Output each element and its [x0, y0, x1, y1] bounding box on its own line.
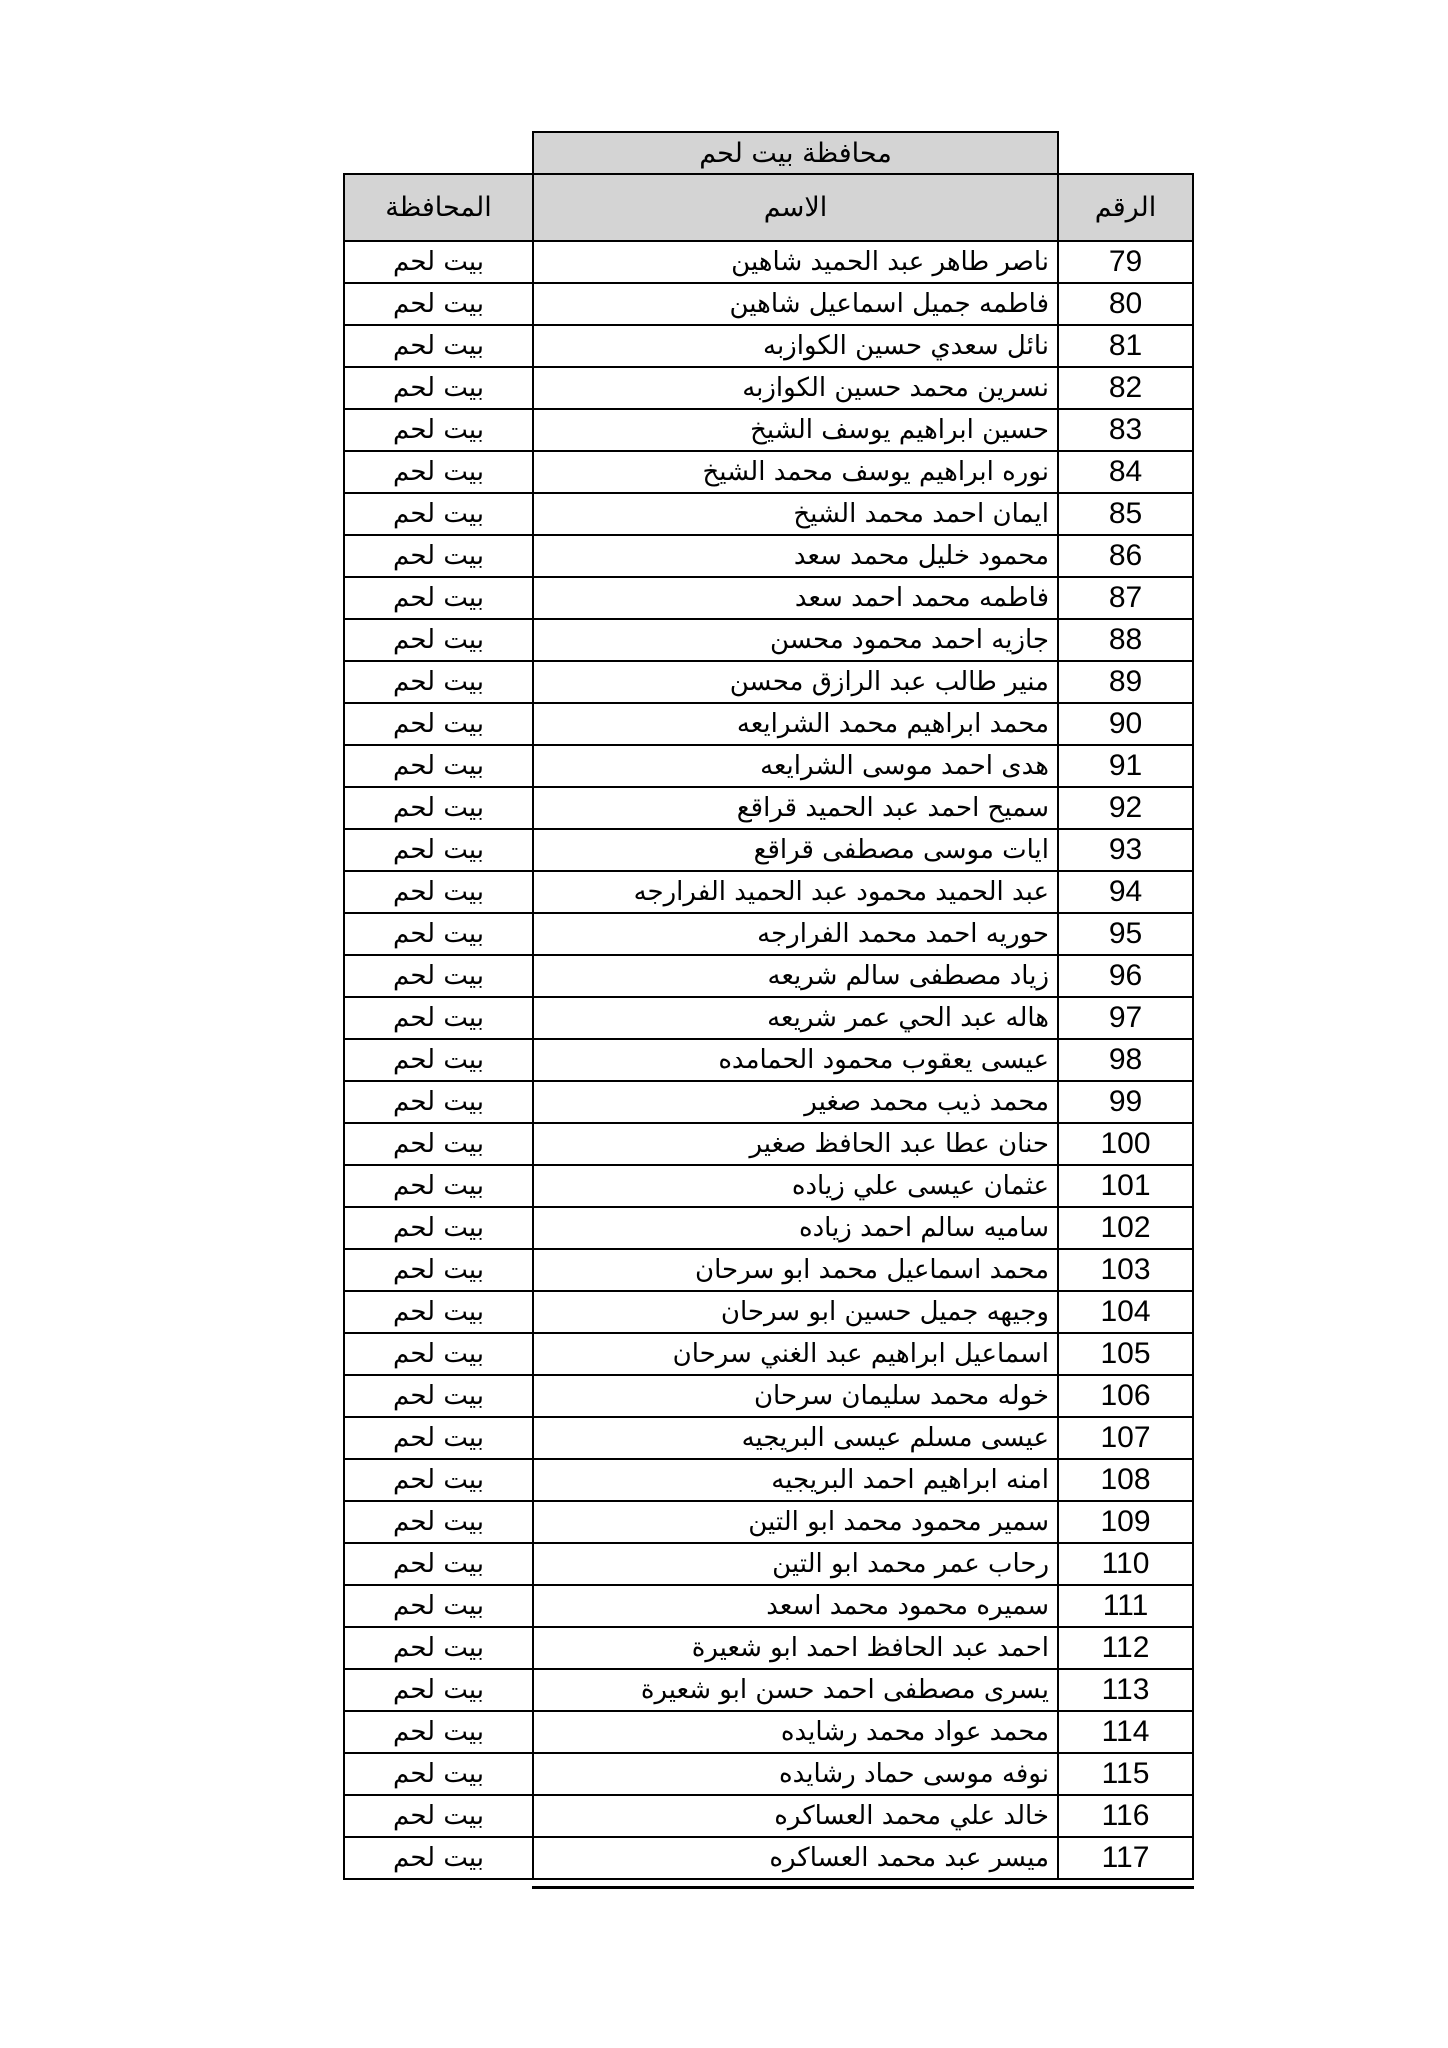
table-row — [344, 787, 1193, 829]
row-governorate-cell: بيت لحم — [344, 535, 533, 577]
row-number-cell: 116 — [1058, 1795, 1193, 1837]
row-name-cell: اسماعيل ابراهيم عبد الغني سرحان — [533, 1333, 1058, 1375]
row-governorate-cell: بيت لحم — [344, 1081, 533, 1123]
row-number-cell: 88 — [1058, 619, 1193, 661]
row-name-cell: سميح احمد عبد الحميد قراقع — [533, 787, 1058, 829]
row-number-cell: 89 — [1058, 661, 1193, 703]
row-number-cell: 92 — [1058, 787, 1193, 829]
row-name-cell: يسرى مصطفى احمد حسن ابو شعيرة — [533, 1669, 1058, 1711]
row-name-cell: ايات موسى مصطفى قراقع — [533, 829, 1058, 871]
row-governorate-cell: بيت لحم — [344, 1459, 533, 1501]
row-governorate-cell: بيت لحم — [344, 829, 533, 871]
row-governorate-cell: بيت لحم — [344, 997, 533, 1039]
row-name-cell: محمد ابراهيم محمد الشرايعه — [533, 703, 1058, 745]
row-number-cell: 106 — [1058, 1375, 1193, 1417]
table-row — [344, 325, 1193, 367]
table-row — [344, 661, 1193, 703]
row-governorate-cell: بيت لحم — [344, 493, 533, 535]
table-row — [344, 1081, 1193, 1123]
row-name-cell: فاطمه محمد احمد سعد — [533, 577, 1058, 619]
row-name-cell: هدى احمد موسى الشرايعه — [533, 745, 1058, 787]
row-governorate-cell: بيت لحم — [344, 703, 533, 745]
table-row — [344, 703, 1193, 745]
row-governorate-cell: بيت لحم — [344, 1291, 533, 1333]
table-row — [344, 1711, 1193, 1753]
row-number-cell: 91 — [1058, 745, 1193, 787]
row-governorate-cell: بيت لحم — [344, 1753, 533, 1795]
row-governorate-cell: بيت لحم — [344, 1627, 533, 1669]
row-number-cell: 114 — [1058, 1711, 1193, 1753]
row-name-cell: خالد علي محمد العساكره — [533, 1795, 1058, 1837]
row-number-cell: 112 — [1058, 1627, 1193, 1669]
table-row — [344, 1291, 1193, 1333]
row-name-cell: زياد مصطفى سالم شريعه — [533, 955, 1058, 997]
row-name-cell: حنان عطا عبد الحافظ صغير — [533, 1123, 1058, 1165]
row-number-cell: 87 — [1058, 577, 1193, 619]
row-number-cell: 80 — [1058, 283, 1193, 325]
row-governorate-cell: بيت لحم — [344, 451, 533, 493]
row-name-cell: خوله محمد سليمان سرحان — [533, 1375, 1058, 1417]
row-governorate-cell: بيت لحم — [344, 1837, 533, 1879]
table-row — [344, 1207, 1193, 1249]
row-name-cell: هاله عبد الحي عمر شريعه — [533, 997, 1058, 1039]
row-name-cell: نوره ابراهيم يوسف محمد الشيخ — [533, 451, 1058, 493]
row-number-cell: 97 — [1058, 997, 1193, 1039]
row-name-cell: ساميه سالم احمد زياده — [533, 1207, 1058, 1249]
row-number-cell: 111 — [1058, 1585, 1193, 1627]
row-governorate-cell: بيت لحم — [344, 1669, 533, 1711]
row-number-cell: 107 — [1058, 1417, 1193, 1459]
row-governorate-cell: بيت لحم — [344, 1123, 533, 1165]
row-name-cell: حوريه احمد محمد الفرارجه — [533, 913, 1058, 955]
row-number-cell: 99 — [1058, 1081, 1193, 1123]
row-governorate-cell: بيت لحم — [344, 1375, 533, 1417]
table-row — [344, 1123, 1193, 1165]
row-number-cell: 108 — [1058, 1459, 1193, 1501]
row-governorate-cell: بيت لحم — [344, 787, 533, 829]
row-number-cell: 98 — [1058, 1039, 1193, 1081]
row-number-cell: 94 — [1058, 871, 1193, 913]
row-governorate-cell: بيت لحم — [344, 367, 533, 409]
row-number-cell: 83 — [1058, 409, 1193, 451]
row-name-cell: جازيه احمد محمود محسن — [533, 619, 1058, 661]
row-governorate-cell: بيت لحم — [344, 619, 533, 661]
row-number-cell: 90 — [1058, 703, 1193, 745]
table-row — [344, 1837, 1193, 1879]
row-governorate-cell: بيت لحم — [344, 871, 533, 913]
row-number-cell: 102 — [1058, 1207, 1193, 1249]
table-row — [344, 955, 1193, 997]
table-row — [344, 997, 1193, 1039]
table-row — [344, 1165, 1193, 1207]
row-number-cell: 109 — [1058, 1501, 1193, 1543]
row-name-cell: ايمان احمد محمد الشيخ — [533, 493, 1058, 535]
table-row — [344, 913, 1193, 955]
table-row — [344, 871, 1193, 913]
title-row-spacer-left — [344, 132, 533, 174]
table-row — [344, 1459, 1193, 1501]
row-governorate-cell: بيت لحم — [344, 577, 533, 619]
row-governorate-cell: بيت لحم — [344, 409, 533, 451]
table-row — [344, 1333, 1193, 1375]
row-governorate-cell: بيت لحم — [344, 955, 533, 997]
row-number-cell: 104 — [1058, 1291, 1193, 1333]
row-governorate-cell: بيت لحم — [344, 913, 533, 955]
row-number-cell: 86 — [1058, 535, 1193, 577]
table-bottom-double-border — [532, 1886, 1194, 1889]
row-governorate-cell: بيت لحم — [344, 1165, 533, 1207]
row-name-cell: رحاب عمر محمد ابو التين — [533, 1543, 1058, 1585]
row-name-cell: ميسر عبد محمد العساكره — [533, 1837, 1058, 1879]
row-number-cell: 81 — [1058, 325, 1193, 367]
table-row — [344, 1417, 1193, 1459]
table-title-cell: محافظة بيت لحم — [533, 132, 1058, 174]
row-governorate-cell: بيت لحم — [344, 283, 533, 325]
governorate-table — [343, 131, 1194, 1880]
table-row — [344, 1039, 1193, 1081]
table-row — [344, 493, 1193, 535]
row-governorate-cell: بيت لحم — [344, 1333, 533, 1375]
row-governorate-cell: بيت لحم — [344, 1501, 533, 1543]
table-row — [344, 1501, 1193, 1543]
row-number-cell: 101 — [1058, 1165, 1193, 1207]
table-body — [344, 241, 1193, 1879]
row-governorate-cell: بيت لحم — [344, 1417, 533, 1459]
table-row — [344, 619, 1193, 661]
row-governorate-cell: بيت لحم — [344, 1543, 533, 1585]
table-row — [344, 535, 1193, 577]
table-row — [344, 1585, 1193, 1627]
row-governorate-cell: بيت لحم — [344, 325, 533, 367]
row-name-cell: سمير محمود محمد ابو التين — [533, 1501, 1058, 1543]
row-governorate-cell: بيت لحم — [344, 661, 533, 703]
governorate-table-wrap — [343, 131, 1194, 1880]
table-row — [344, 1627, 1193, 1669]
table-row — [344, 1753, 1193, 1795]
row-name-cell: عثمان عيسى علي زياده — [533, 1165, 1058, 1207]
row-name-cell: محمد ذيب محمد صغير — [533, 1081, 1058, 1123]
row-number-cell: 85 — [1058, 493, 1193, 535]
row-name-cell: وجيهه جميل حسين ابو سرحان — [533, 1291, 1058, 1333]
row-name-cell: محمود خليل محمد سعد — [533, 535, 1058, 577]
row-name-cell: نائل سعدي حسين الكوازبه — [533, 325, 1058, 367]
table-row — [344, 1795, 1193, 1837]
row-name-cell: حسين ابراهيم يوسف الشيخ — [533, 409, 1058, 451]
title-row-spacer-right — [1058, 132, 1193, 174]
row-number-cell: 96 — [1058, 955, 1193, 997]
row-governorate-cell: بيت لحم — [344, 1039, 533, 1081]
header-number: الرقم — [1058, 174, 1193, 241]
table-row — [344, 577, 1193, 619]
row-number-cell: 110 — [1058, 1543, 1193, 1585]
row-number-cell: 117 — [1058, 1837, 1193, 1879]
table-row — [344, 745, 1193, 787]
row-name-cell: محمد اسماعيل محمد ابو سرحان — [533, 1249, 1058, 1291]
table-row — [344, 1543, 1193, 1585]
row-name-cell: امنه ابراهيم احمد البريجيه — [533, 1459, 1058, 1501]
table-row — [344, 241, 1193, 283]
table-title-row — [344, 132, 1193, 174]
table-row — [344, 1669, 1193, 1711]
row-name-cell: عيسى يعقوب محمود الحمامده — [533, 1039, 1058, 1081]
row-name-cell: عبد الحميد محمود عبد الحميد الفرارجه — [533, 871, 1058, 913]
row-number-cell: 113 — [1058, 1669, 1193, 1711]
row-governorate-cell: بيت لحم — [344, 1795, 533, 1837]
row-governorate-cell: بيت لحم — [344, 1207, 533, 1249]
row-name-cell: ناصر طاهر عبد الحميد شاهين — [533, 241, 1058, 283]
row-governorate-cell: بيت لحم — [344, 1585, 533, 1627]
row-number-cell: 79 — [1058, 241, 1193, 283]
table-row — [344, 1375, 1193, 1417]
row-number-cell: 100 — [1058, 1123, 1193, 1165]
row-governorate-cell: بيت لحم — [344, 1711, 533, 1753]
table-row — [344, 451, 1193, 493]
row-number-cell: 103 — [1058, 1249, 1193, 1291]
header-governorate: المحافظة — [344, 174, 533, 241]
row-number-cell: 93 — [1058, 829, 1193, 871]
row-number-cell: 82 — [1058, 367, 1193, 409]
row-name-cell: احمد عبد الحافظ احمد ابو شعيرة — [533, 1627, 1058, 1669]
row-name-cell: سميره محمود محمد اسعد — [533, 1585, 1058, 1627]
row-governorate-cell: بيت لحم — [344, 241, 533, 283]
table-header-row — [344, 174, 1193, 241]
row-name-cell: محمد عواد محمد رشايده — [533, 1711, 1058, 1753]
row-name-cell: منير طالب عبد الرازق محسن — [533, 661, 1058, 703]
row-name-cell: نوفه موسى حماد رشايده — [533, 1753, 1058, 1795]
row-governorate-cell: بيت لحم — [344, 1249, 533, 1291]
table-row — [344, 829, 1193, 871]
row-governorate-cell: بيت لحم — [344, 745, 533, 787]
row-number-cell: 84 — [1058, 451, 1193, 493]
row-number-cell: 105 — [1058, 1333, 1193, 1375]
table-row — [344, 1249, 1193, 1291]
row-number-cell: 115 — [1058, 1753, 1193, 1795]
row-name-cell: عيسى مسلم عيسى البريجيه — [533, 1417, 1058, 1459]
table-row — [344, 283, 1193, 325]
row-name-cell: فاطمه جميل اسماعيل شاهين — [533, 283, 1058, 325]
table-row — [344, 367, 1193, 409]
header-name: الاسم — [533, 174, 1058, 241]
table-row — [344, 409, 1193, 451]
row-name-cell: نسرين محمد حسين الكوازبه — [533, 367, 1058, 409]
row-number-cell: 95 — [1058, 913, 1193, 955]
